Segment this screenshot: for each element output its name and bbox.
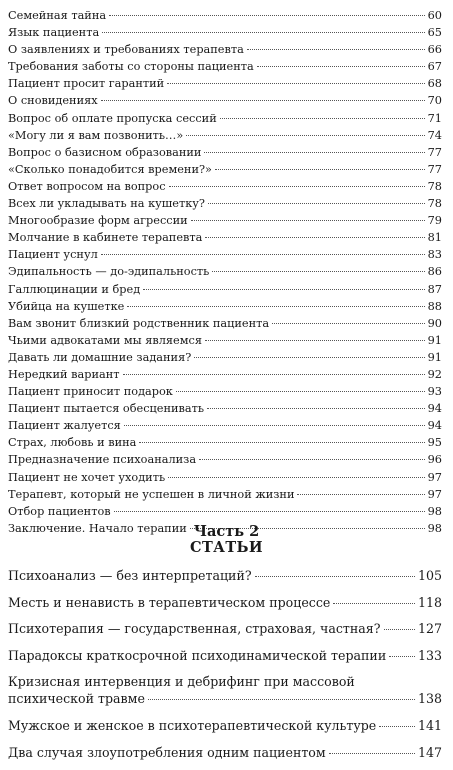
- toc-entry-title: Пациент приносит подарок: [8, 385, 173, 399]
- toc-entry-title: Психотерапия — государственная, страховая, частная?: [8, 621, 381, 637]
- toc-entry-page: 97: [427, 470, 442, 484]
- toc-entry-title: Отбор пациентов: [8, 504, 111, 518]
- dot-leader: [205, 329, 425, 341]
- toc-entry-title: Многообразие форм агрессии: [8, 214, 188, 228]
- toc-entry-page: 70: [427, 94, 442, 108]
- dot-leader: [215, 158, 425, 170]
- dot-leader: [384, 617, 415, 630]
- dot-leader: [272, 312, 425, 324]
- toc-entry-page: 83: [427, 248, 442, 262]
- toc-entry-page: 96: [427, 453, 442, 467]
- dot-leader: [389, 644, 415, 657]
- toc-entry-page: 71: [427, 111, 442, 125]
- toc-entry-title: Пациент не хочет уходить: [8, 470, 166, 484]
- toc-entry-page: 81: [427, 231, 442, 245]
- dot-leader: [220, 107, 425, 119]
- toc-entry-title: О сновидениях: [8, 94, 98, 108]
- dot-leader: [114, 500, 425, 512]
- dot-leader: [199, 448, 425, 460]
- toc-entry-page: 60: [427, 9, 442, 22]
- toc-entry-page: 94: [427, 402, 442, 416]
- toc-entry-title: психической травме: [8, 691, 145, 707]
- toc-entry-page: 92: [427, 367, 442, 381]
- part-heading: [0, 524, 453, 556]
- toc-entry-title: Вам звонит близкий родственник пациента: [8, 316, 270, 330]
- toc-entry-title: Семейная тайна: [8, 9, 107, 22]
- dot-leader: [143, 278, 424, 290]
- toc-entry-title: Заключение. Начало терапии: [8, 521, 187, 535]
- toc-entry-page: 68: [427, 77, 442, 91]
- toc-entry[interactable]: [8, 744, 442, 761]
- dot-leader: [205, 226, 424, 238]
- toc-entry-title: Пациент пытается обесценивать: [8, 402, 205, 416]
- toc-entry-title: Вопрос об оплате пропуска сессий: [8, 111, 217, 125]
- toc-entry-page: 138: [417, 691, 442, 707]
- toc-entry[interactable]: [8, 673, 442, 707]
- toc-entry-title: Терапевт, который не успешен в личной жизни: [8, 487, 295, 501]
- toc-entry-title: Давать ли домашние задания?: [8, 350, 192, 364]
- dot-leader: [123, 363, 425, 375]
- dot-leader: [379, 714, 415, 727]
- toc-entry-page: 65: [427, 26, 442, 40]
- toc-entry-page: 133: [417, 647, 442, 663]
- toc-part1-list: [8, 7, 442, 537]
- toc-entry-title: Парадоксы краткосрочной психодинамической терапии: [8, 647, 387, 663]
- toc-entry-page: 91: [427, 350, 442, 364]
- toc-entry-page: 86: [427, 265, 442, 279]
- toc-entry[interactable]: [8, 647, 442, 664]
- toc-entry-title: Эдипальность — до-эдипальность: [8, 265, 210, 279]
- toc-entry-page: 105: [417, 568, 442, 583]
- toc-entry-title: Язык пациента: [8, 26, 100, 40]
- dot-leader: [102, 21, 424, 33]
- toc-entry-page: 95: [427, 436, 442, 450]
- toc-entry-page: 77: [427, 162, 442, 176]
- dot-leader: [124, 414, 425, 426]
- toc-entry-title: Страх, любовь и вина: [8, 436, 137, 450]
- toc-entry-title: Молчание в кабинете терапевта: [8, 231, 203, 245]
- toc-entry-page: 98: [427, 521, 442, 535]
- toc-entry-title: Галлюцинации и бред: [8, 282, 141, 296]
- toc-entry-page: 93: [427, 385, 442, 399]
- toc-entry-title: Пациент уснул: [8, 248, 98, 262]
- toc-entry-title: Требования заботы со стороны пациента: [8, 60, 254, 74]
- toc-entry-title: Месть и ненависть в терапевтическом процессе: [8, 594, 331, 610]
- toc-entry-page: 90: [427, 316, 442, 330]
- toc-entry-title: Чьими адвокатами мы являемся: [8, 333, 202, 347]
- dot-leader: [204, 141, 424, 153]
- dot-leader: [297, 483, 424, 495]
- toc-part2-list: [8, 567, 442, 770]
- toc-entry-page: 79: [427, 214, 442, 228]
- dot-leader: [169, 175, 425, 187]
- dot-leader: [101, 89, 425, 101]
- toc-entry-title: Психоанализ — без интерпретаций?: [8, 568, 252, 583]
- dot-leader: [139, 431, 424, 443]
- toc-entry-page: 118: [417, 594, 442, 610]
- dot-leader: [168, 466, 425, 478]
- toc-entry-title: Мужское и женское в психотерапевтической культуре: [8, 717, 377, 733]
- toc-entry-page: 78: [427, 197, 442, 211]
- toc-entry-page: 141: [417, 717, 442, 733]
- dot-leader: [127, 295, 424, 307]
- dot-leader: [212, 260, 424, 272]
- dot-leader: [167, 72, 424, 84]
- toc-entry-title: «Могу ли я вам позвонить…»: [8, 128, 184, 142]
- toc-entry-title: Два случая злоупотребления одним пациентом: [8, 744, 326, 760]
- toc-entry-page: 66: [427, 43, 442, 57]
- dot-leader: [148, 687, 415, 700]
- toc-entry-title: Ответ вопросом на вопрос: [8, 179, 166, 193]
- part-title: СТАТЬИ: [190, 539, 263, 556]
- dot-leader: [255, 564, 415, 577]
- toc-entry-title: Вопрос о базисном образовании: [8, 145, 202, 159]
- dot-leader: [208, 192, 425, 204]
- toc-entry-title: Кризисная интервенция и дебрифинг при массовой: [8, 674, 355, 690]
- dot-leader: [109, 4, 425, 16]
- dot-leader: [257, 55, 425, 67]
- toc-entry-title: Убийца на кушетке: [8, 299, 125, 313]
- toc-entry-page: 67: [427, 60, 442, 74]
- toc-entry-page: 78: [427, 179, 442, 193]
- part-number: Часть 2: [193, 523, 260, 540]
- dot-leader: [186, 124, 424, 136]
- toc-entry-page: 77: [427, 145, 442, 159]
- toc-entry-page: 94: [427, 419, 442, 433]
- toc-entry-title: О заявлениях и требованиях терапевта: [8, 43, 244, 57]
- dot-leader: [333, 591, 415, 604]
- toc-entry-title: Нередкий вариант: [8, 367, 120, 381]
- toc-entry-page: 127: [417, 621, 442, 637]
- toc-entry-page: 74: [427, 128, 442, 142]
- toc-entry[interactable]: [8, 594, 442, 611]
- toc-entry[interactable]: [8, 567, 442, 584]
- toc-entry-title: Пациент жалуется: [8, 419, 121, 433]
- dot-leader: [194, 346, 424, 358]
- dot-leader: [176, 380, 425, 392]
- toc-entry[interactable]: [8, 717, 442, 734]
- dot-leader: [207, 397, 425, 409]
- toc-entry-page: 88: [427, 299, 442, 313]
- toc-entry-title: Пациент просит гарантий: [8, 77, 165, 91]
- toc-entry-page: 98: [427, 504, 442, 518]
- dot-leader: [247, 38, 425, 50]
- toc-entry-page: 147: [417, 744, 442, 760]
- toc-entry[interactable]: [8, 620, 442, 637]
- toc-entry-title: Предназначение психоанализа: [8, 453, 197, 467]
- toc-entry-page: 91: [427, 333, 442, 347]
- toc-entry-title: «Сколько понадобится времени?»: [8, 162, 212, 176]
- toc-entry-title: Всех ли укладывать на кушетку?: [8, 197, 205, 211]
- toc-entry-page: 87: [427, 282, 442, 296]
- toc-entry-page: 97: [427, 487, 442, 501]
- dot-leader: [191, 209, 425, 221]
- dot-leader: [101, 243, 425, 255]
